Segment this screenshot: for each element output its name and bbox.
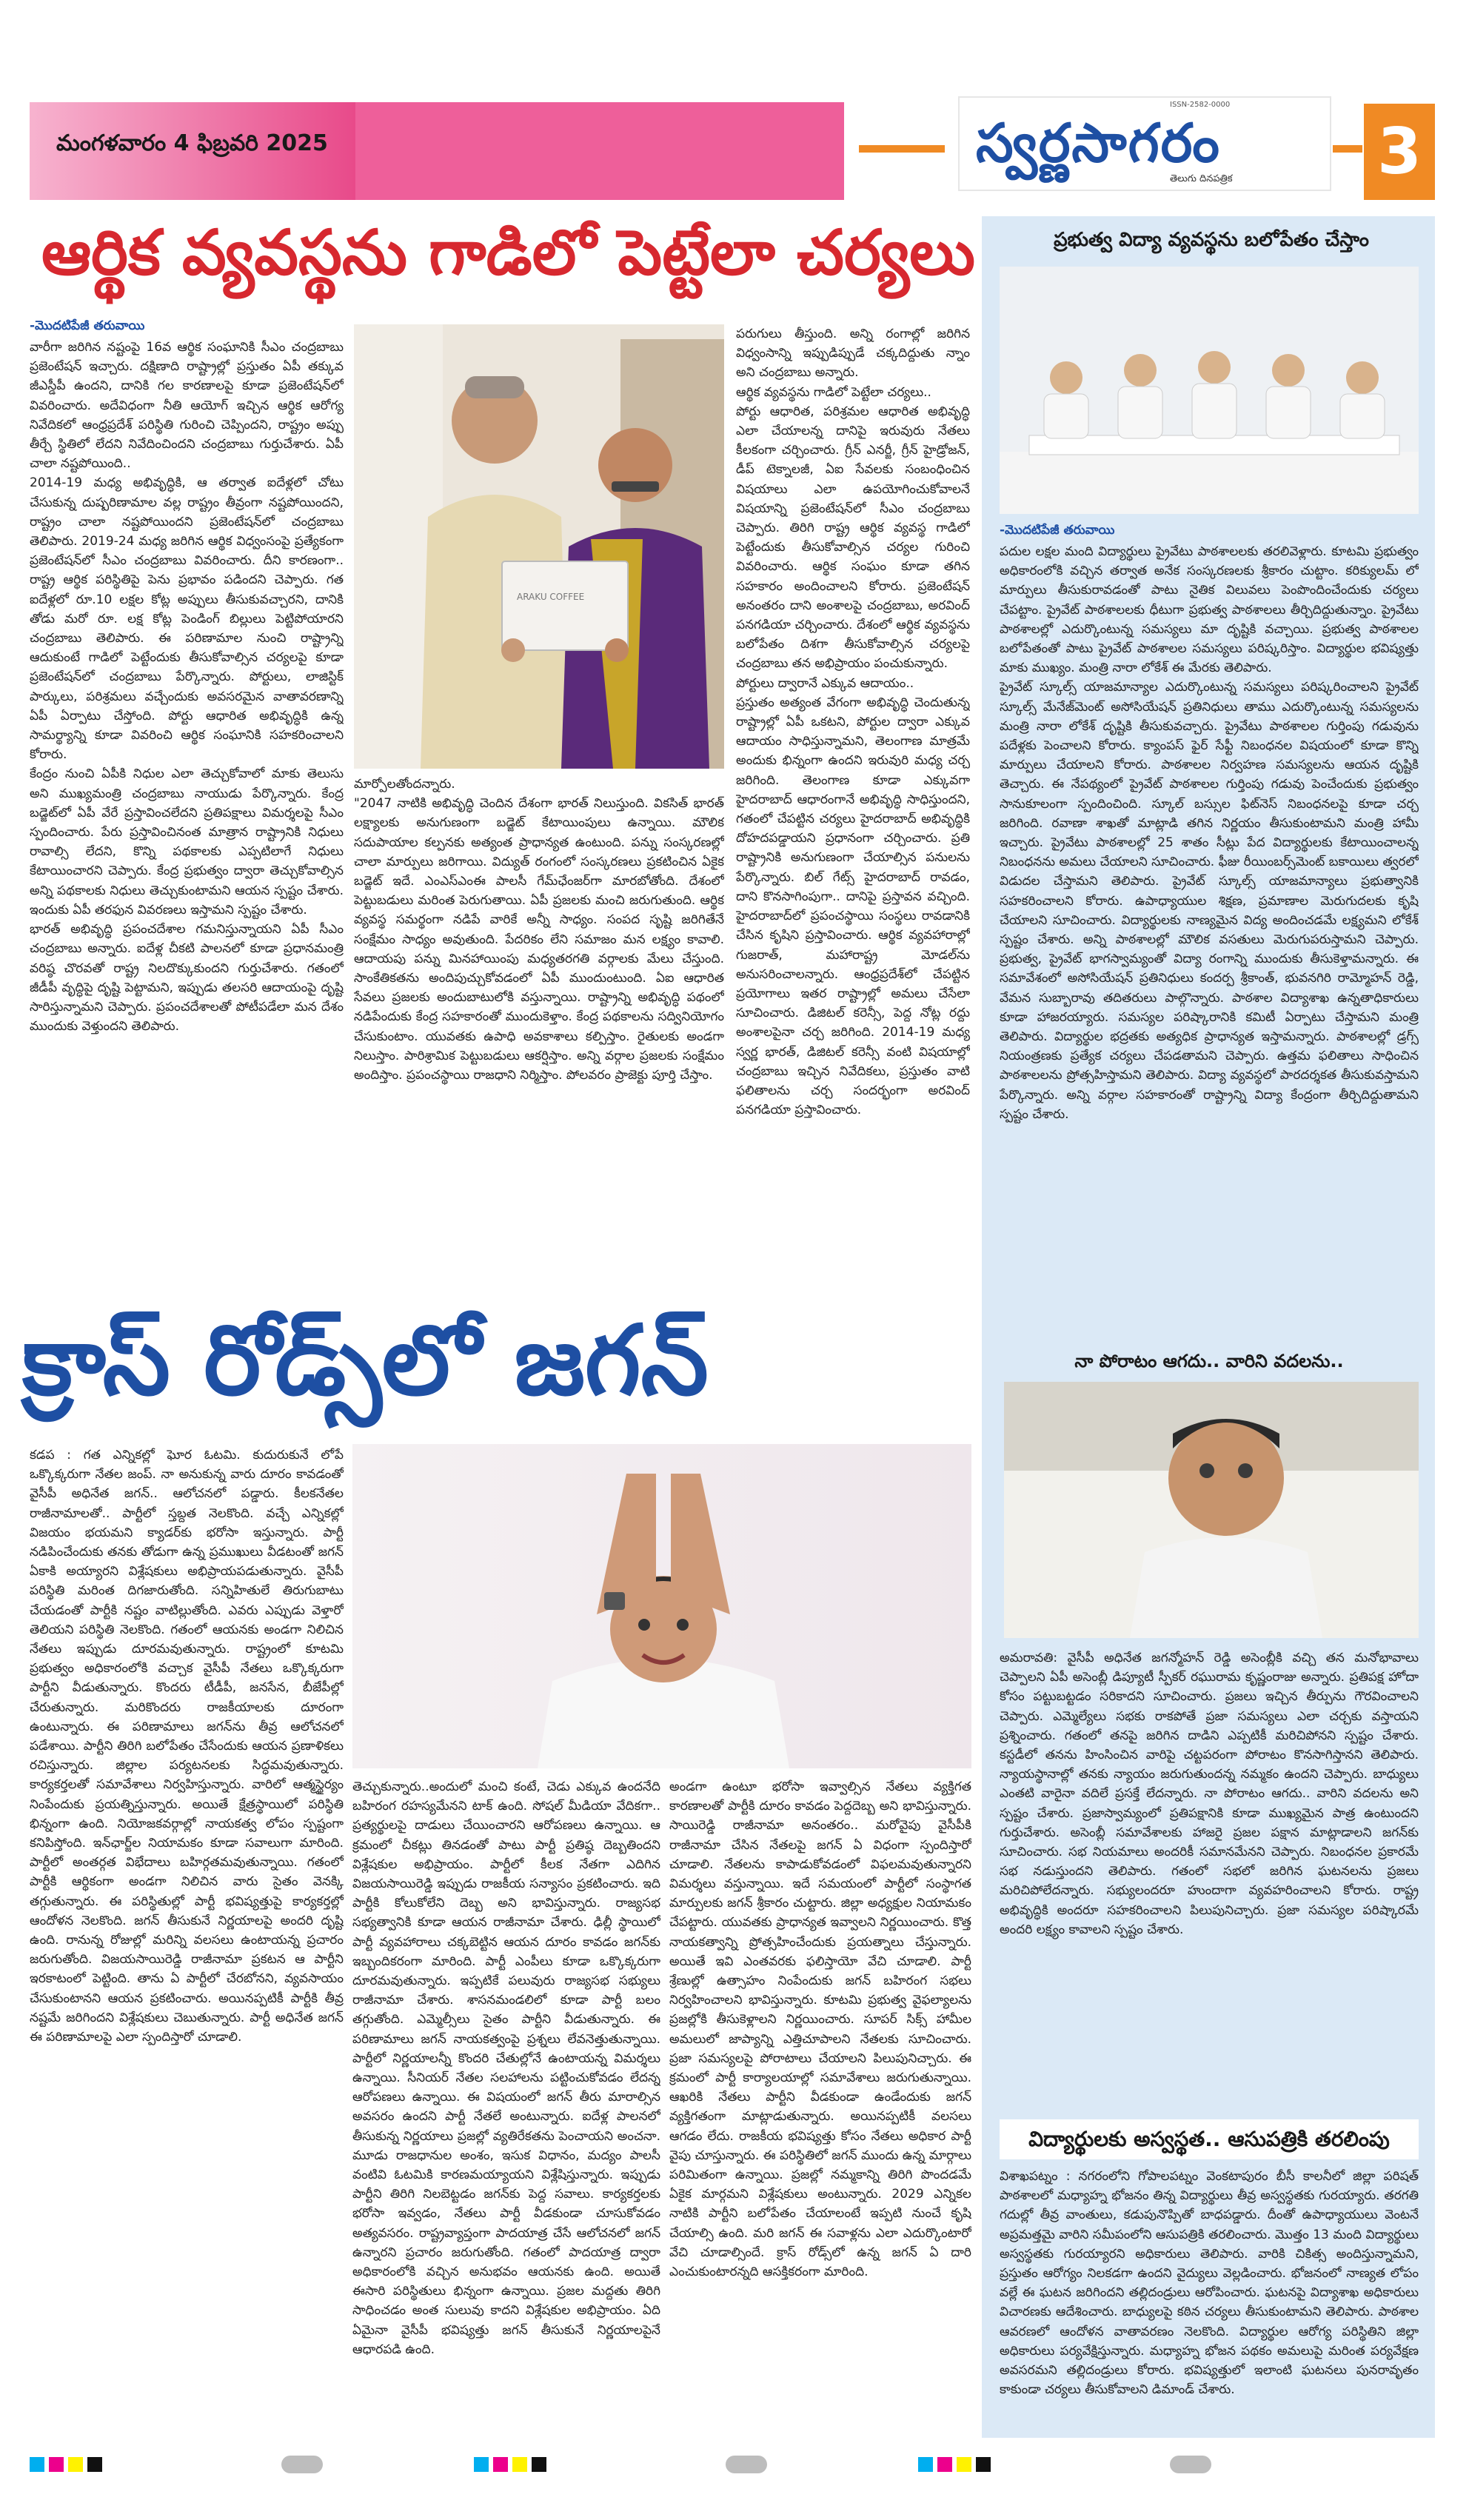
registration-oval-1 xyxy=(281,2456,323,2473)
masthead-small: ISSN-2582-0000 xyxy=(1170,101,1231,109)
header-date: మంగళవారం 4 ఫిబ్రవరి 2025 xyxy=(56,130,328,156)
story2-col2 xyxy=(352,1777,660,2401)
page-number: 3 xyxy=(1377,115,1422,189)
story1-col1-text: వారీగా జరిగిన నష్టంపై 16వ ఆర్థిక సంఘానికి సీఎం చంద్రబాబు ప్రజెంటేషన్ ఇచ్చారు. దక్షిణాది రాష్ట్రాల్లో ప్రస్తుతం ఏపీ తక్కువ జీఎస్డీపీ ఉందని, దానికి గల కారణాలపై కూడా ప్రజెంటేషన్‌లో వివరించారు. అదేవిధంగా నీతి ఆయోగ్ ఇచ్చిన ఆర్థిక ఆరోగ్య నివేదికలో ఆంధ్రప్రదేశ్ పరిస్థితి గురించి చెప్పిందని, రాష్ట్రం అప్పు తీర్చే స్థితిలో లేదని నివేదించిందని చంద్రబాబు గుర్తుచేశారు. ఏపీ చాలా నష్టపోయింది.. 2014-19 మధ్య అభివృద్ధికి, ఆ తర్వాత ఐదేళ్లలో చోటు చేసుకున్న దుష్పరిణామాల వల్ల రాష్ట్రం తీవ్రంగా నష్టపోయిందని, రాష్ట్రం చాలా నష్టపోయిందని ప్రజెంటేషన్‌లో చంద్రబాబు తెలిపారు. 2019-24 మధ్య జరిగిన ఆర్థిక విధ్వంసంపై ప్రత్యేకంగా ప్రజెంటేషన్‌లో సీఎం చంద్రబాబు వివరించారు. దీని కారణంగా.. రాష్ట్ర ఆర్థిక పరిస్థితిపై పెను ప్రభావం పడిందని చెప్పారు. గత ఐదేళ్లలో రూ.10 లక్షల కోట్ల అప్పులు తీసుకువచ్చారని, దానికి తోడు మరో రూ. లక్ష కోట్ల పెండింగ్ బిల్లులు పెట్టిపోయారని చంద్రబాబు తెలిపారు. ఈ పరిణామాల నుంచి రాష్ట్రాన్ని ఆదుకుంటే గాడిలో పెట్టేందుకు తీసుకోవాల్సిన చర్యలపై కూడా ప్రజెంటేషన్‌లో చంద్రబాబు పేర్కొన్నారు. పోర్టులు, లాజిస్టిక్ పార్కులు, పరిశ్రమలు వచ్చేందుకు అవసరమైన వాతావరణాన్ని ఏపీ ఏర్పాటు చేస్తోంది. పోర్టు ఆధారిత అభివృద్ధికి ఉన్న సామర్థ్యాన్ని కూడా వివరించి ఆర్థిక సంఘానికి సహకరించాలని కోరారు. కేంద్రం నుంచి ఏపీకి నిధుల ఎలా తెచ్చుకోవాలో మాకు తెలుసు అని ముఖ్యమంత్రి చంద్రబాబు నాయుడు పేర్కొన్నారు. కేంద్ర బడ్జెట్‌లో ఏపీ వేరే ప్రస్తావించలేదని ప్రతిపక్షాలు విమర్శలపై సీఎం స్పందించారు. పేరు ప్రస్తావించినంత మాత్రాన రాష్ట్రానికి నిధులు రావాల్సి లేదని, కొన్ని పథకాలకు ఎప్పటిలాగే నిధులు కేటాయించారని చెప్పారు. కేంద్ర ప్రభుత్వం ద్వారా తెచ్చుకోవాల్సిన అన్ని పథకాలకు నిధులు తెచ్చుకుంటామని ఆయన స్పష్టం చేశారు. ఇందుకు ఏపీ తరఫున వివరణలు ఇస్తామని స్పష్టం చేశారు. భారత్ అభివృద్ధి ప్రపంచదేశాల గమనిస్తున్నాయని ఏపీ సీఎం చంద్రబాబు అన్నారు. ఐదేళ్ల చీకటి పాలనలో కూడా ప్రధానమంత్రి వరిష్ఠ చొరవతో రాష్ట్ర నిలదొక్కుకుందని గుర్తుచేశారు. గతంలో జీడీపీ వృద్ధిపై దృష్టి పెట్టామని, ఇప్పుడు తలసరి ఆదాయంపై దృష్టి సారిస్తున్నామని చెప్పారు. ప్రపంచదేశాలతో పోటీపడేలా మన దేశం ముందుకు వెళ్తుందని తెలిపారు. xyxy=(30,340,344,1035)
story2-headline: క్రాస్ రోడ్స్‌లో జగన్ xyxy=(22,1304,709,1417)
registration-marks-left xyxy=(30,2457,102,2472)
side2-body xyxy=(1000,1648,1419,2115)
side1-byline: -మొదటిపేజీ తరువాయి xyxy=(1000,523,1115,538)
box-label: ARAKU COFFEE xyxy=(517,592,585,602)
side2-headline: నా పోరాటం ఆగదు.. వారిని వదలను.. xyxy=(1074,1351,1344,1371)
header-rule-right xyxy=(1333,145,1362,153)
side1-body xyxy=(1000,542,1419,1343)
page-number-box xyxy=(1364,104,1435,200)
story1-col2-text: మార్పోలతోందన్నారు. "2047 నాటికి అభివృద్ధి చెందిన దేశంగా భారత్ నిలుస్తుంది. వికసిత్ భారత్ లక్ష్యాలకు అనుగుణంగా బడ్జెట్ కేటాయింపులు ఉన్నాయి. మౌలిక సదుపాయాల కల్పనకు అత్యంత ప్రాధాన్యత ఉంటుంది. పన్ను సంస్కరణల్లో చాలా మార్పులు జరిగాయి. విద్యుత్ రంగంలో సంస్కరణలు ప్రకటించిన ఏకైక బడ్జెట్ ఇదే. ఎంఎస్ఎంఈ పాలసీ గేమ్‌ఛేంజర్‌గా మారబోతోంది. దేశంలో పెట్టుబడులు మరింత పెరుగుతాయి. ఏపీ ప్రజలకు మంచి జరుగుతుంది. ఆర్థిక వ్యవస్థ సమర్థంగా నడిపే వారికే అన్నీ సాధ్యం. సంపద సృష్టి జరిగితేనే సంక్షేమం సాధ్యం అవుతుంది. పేదరికం లేని సమాజం మన లక్ష్యం కావాలి. ఆదాయపు పన్ను మినహాయింపు మధ్యతరగతి వర్గాలకు మేలు చేస్తుంది. సాంకేతికతను అందిపుచ్చుకోవడంలో ఏపీ ముందుంటుంది. ఏఐ ఆధారిత సేవలు ప్రజలకు అందుబాటులోకి వస్తున్నాయి. రాష్ట్రాన్ని అభివృద్ధి పథంలో నడిపేందుకు కేంద్ర సహకారంతో ముందుకెళ్తాం. కేంద్ర పథకాలను సద్వినియోగం చేసుకుంటాం. యువతకు ఉపాధి అవకాశాలు కల్పిస్తాం. రైతులకు అండగా నిలుస్తాం. పారిశ్రామిక పెట్టుబడులు ఆకర్షిస్తాం. అన్ని వర్గాల ప్రజలకు సంక్షేమం అందిస్తాం. ప్రపంచస్థాయి రాజధాని నిర్మిస్తాం. పోలవరం ప్రాజెక్టు పూర్తి చేస్తాం. xyxy=(354,777,724,1083)
conference-illustration xyxy=(1000,267,1419,514)
politician-illustration xyxy=(352,1444,971,1768)
side2-body-text: అమరావతి: వైసీపీ అధినేత జగన్మోహన్ రెడ్డి అసెంబ్లీకి వచ్చి తన మనోభావాలు చెప్పాలని ఏపీ అసెంబ్లీ డిప్యూటీ స్పీకర్ రఘురామ కృష్ణంరాజు అన్నారు. ప్రతిపక్ష హోదా కోసం పట్టుబట్టడం సరికాదని సూచించారు. ప్రజలు ఇచ్చిన తీర్పును గౌరవించాలని చెప్పారు. ఎమ్మెల్యేలు సభకు రాకపోతే ప్రజా సమస్యలు ఎలా చర్చకు వస్తాయని ప్రశ్నించారు. గతంలో తనపై జరిగిన దాడిని ఎప్పటికీ మరిచిపోనని స్పష్టం చేశారు. కస్టడీలో తనను హింసించిన వారిపై చట్టపరంగా పోరాటం కొనసాగిస్తానని తెలిపారు. న్యాయస్థానాల్లో తనకు న్యాయం జరుగుతుందన్న నమ్మకం ఉందని చెప్పారు. బాధ్యులు ఎంతటి వారైనా వదిలే ప్రసక్తే లేదన్నారు. నా పోరాటం ఆగదు.. వారిని వదలను అని స్పష్టం చేశారు. ప్రజాస్వామ్యంలో ప్రతిపక్షానికి కూడా ముఖ్యమైన పాత్ర ఉంటుందని గుర్తుచేశారు. అసెంబ్లీ సమావేశాలకు హాజరై ప్రజల పక్షాన మాట్లాడాలని జగన్‌కు సూచించారు. సభ నియమాలు అందరికీ సమానమేనని చెప్పారు. నిబంధనల ప్రకారమే సభ నడుస్తుందని తెలిపారు. గతంలో సభలో జరిగిన ఘటనలను ప్రజలు మరిచిపోలేదన్నారు. సభ్యులందరూ హుందాగా వ్యవహరించాలని కోరారు. రాష్ట్ర అభివృద్ధికి అందరూ సహకరించాలని పిలుపునిచ్చారు. ప్రజా సమస్యల పరిష్కారమే అందరి లక్ష్యం కావాలని స్పష్టం చేశారు. xyxy=(1000,1651,1419,1937)
side3-body xyxy=(1000,2167,1419,2438)
meeting-illustration xyxy=(354,324,724,769)
registration-marks-right xyxy=(918,2457,991,2472)
story1-col3 xyxy=(736,324,970,1320)
registration-marks-center xyxy=(474,2457,546,2472)
story1-col2 xyxy=(354,775,724,1320)
side1-body-text: పదుల లక్షల మంది విద్యార్థులు ప్రైవేటు పాఠశాలలకు తరలివెళ్లారు. కూటమి ప్రభుత్వం అధికారంలోకి వచ్చిన తర్వాత అనేక సంస్కరణలకు శ్రీకారం చుట్టాం. కరిక్యులమ్ లో మార్పులు తీసుకురావడంతో పాటు నైతిక విలువలు పెంపొందించేందుకు చర్యలు చేపట్టాం. ప్రైవేట్ పాఠశాలలకు ధీటుగా ప్రభుత్వ పాఠశాలలు తీర్చిదిద్దుతున్నాం. ప్రైవేటు పాఠశాలల్లో ఎదుర్కొంటున్న సమస్యలు మా దృష్టికి వచ్చాయి. ప్రభుత్వ పాఠశాలల బలోపేతంతో పాటు ప్రైవేట్ పాఠశాలల సమస్యలు పరిష్కరిస్తాం. విద్యార్థుల భవిష్యత్తు మాకు ముఖ్యం. మంత్రి నారా లోకేశ్ ఈ మేరకు తెలిపారు. ప్రైవేట్ స్కూల్స్ యాజమాన్యాల ఎదుర్కొంటున్న సమస్యలు పరిష్కరించాలని ప్రైవేట్ స్కూల్స్ మేనేజ్‌మెంట్ అసోసియేషన్ ప్రతినిధులు తాము ఎదుర్కొంటున్న సమస్యలను మంత్రి నారా లోకేశ్ దృష్టికి తీసుకువచ్చారు. ప్రైవేటు పాఠశాలల గుర్తింపు గడువును పదేళ్లకు పెంచాలని కోరారు. క్యాంపస్ ఫైర్ సేఫ్టీ నిబంధనల విషయంలో కూడా కొన్ని మార్పులు చేయాలని కోరారు. పాఠశాలల నిర్వహణ సమస్యలను ఆయన దృష్టికి తెచ్చారు. ఈ నేపథ్యంలో ప్రైవేట్ పాఠశాలల గుర్తింపు గడువు పెంచేందుకు ప్రభుత్వం సానుకూలంగా స్పందించింది. స్కూల్ బస్సుల ఫిట్‌నెస్ నిబంధనలపై కూడా చర్చ జరిగింది. రవాణా శాఖతో మాట్లాడి తగిన నిర్ణయం తీసుకుంటామని మంత్రి హామీ ఇచ్చారు. ప్రైవేటు పాఠశాలల్లో 25 శాతం సీట్లు పేద విద్యార్థులకు కేటాయించాలన్న నిబంధనను అమలు చేయాలని సూచించారు. ఫీజు రీయింబర్స్‌మెంట్ బకాయిలు త్వరలో విడుదల చేస్తామని తెలిపారు. ప్రైవేట్ స్కూల్స్ యాజమాన్యాలు ప్రభుత్వానికి సహకరించాలని కోరారు. ఉపాధ్యాయుల శిక్షణ, ప్రమాణాల మెరుగుదలకు కృషి చేయాలని సూచించారు. విద్యార్థులకు నాణ్యమైన విద్య అందించడమే లక్ష్యమని లోకేశ్ స్పష్టం చేశారు. అన్ని పాఠశాలల్లో మౌలిక వసతులు మెరుగుపరుస్తామని చెప్పారు. ప్రభుత్వ, ప్రైవేట్ భాగస్వామ్యంతో విద్యా రంగాన్ని ముందుకు తీసుకెళ్తామన్నారు. ఈ సమావేశంలో అసోసియేషన్ ప్రతినిధులు కందర్ప శ్రీకాంత్, భువనగిరి రామ్మోహన్ రెడ్డి, వేమన సుబ్బారావు తదితరులు పాల్గొన్నారు. పాఠశాల విద్యాశాఖ ఉన్నతాధికారులు కూడా హాజరయ్యారు. సమస్యల పరిష్కారానికి కమిటీ ఏర్పాటు చేస్తామని మంత్రి తెలిపారు. విద్యార్థుల భద్రతకు అత్యధిక ప్రాధాన్యత ఇస్తామన్నారు. పాఠశాలల్లో డ్రగ్స్ నియంత్రణకు ప్రత్యేక చర్యలు చేపడతామని చెప్పారు. ఉత్తమ ఫలితాలు సాధించిన పాఠశాలలను ప్రోత్సహిస్తామని తెలిపారు. విద్యా వ్యవస్థలో పారదర్శకత తీసుకువస్తామని పేర్కొన్నారు. అన్ని వర్గాల సహకారంతో రాష్ట్రాన్ని విద్యా కేంద్రంగా తీర్చిదిద్దుతామని స్పష్టం చేశారు. xyxy=(1000,544,1419,1122)
portrait-illustration xyxy=(1004,1382,1419,1638)
story2-col3 xyxy=(669,1777,971,2401)
registration-oval-2 xyxy=(726,2456,767,2473)
story1-headline: ఆర్థిక వ్యవస్థను గాడిలో పెట్టేలా చర్యలు xyxy=(41,216,975,289)
side2-photo-portrait xyxy=(1004,1382,1419,1638)
masthead-logo: స్వర్ణసాగరం xyxy=(976,111,1221,174)
story1-col3-text: పరుగులు తీస్తుంది. అన్ని రంగాల్లో జరిగిన విధ్వంసాన్ని ఇప్పుడిప్పుడే చక్కదిద్దుతు న్నాం అని చంద్రబాబు అన్నారు. ఆర్థిక వ్యవస్థను గాడిలో పెట్టేలా చర్యలు.. పోర్టు ఆధారిత, పరిశ్రమల ఆధారిత అభివృద్ధి ఎలా చేయాలన్న దానిపై ఇరువురు నేతలు కీలకంగా చర్చించారు. గ్రీన్ ఎనర్జీ, గ్రీన్ హైడ్రోజన్, డీప్ టెక్నాలజీ, ఏఐ సేవలకు సంబంధించిన విషయాలు ఎలా ఉపయోగించుకోవాలనే విషయాన్ని ప్రజెంటేషన్‌లో సీఎం చంద్రబాబు చెప్పారు. తిరిగి రాష్ట్ర ఆర్థిక వ్యవస్థ గాడిలో పెట్టేందుకు తీసుకోవాల్సిన చర్యల గురించి వివరించారు. ఆర్థిక సంఘం కూడా తగిన సహకారం అందించాలని కోరారు. ప్రజెంటేషన్ అనంతరం దాని అంశాలపై చంద్రబాబు, అరవింద్ పనగడియా చర్చించారు. దేశంలో ఆర్థిక వ్యవస్థను బలోపేతం దిశగా తీసుకోవాల్సిన చర్యలపై చంద్రబాబు తన అభిప్రాయం పంచుకున్నారు. పోర్టులు ద్వారానే ఎక్కువ ఆదాయం.. ప్రస్తుతం అత్యంత వేగంగా అభివృద్ధి చెందుతున్న రాష్ట్రాల్లో ఏపీ ఒకటని, పోర్టుల ద్వారా ఎక్కువ ఆదాయం సాధిస్తున్నామని, తెలంగాణ మాత్రమే అందుకు భిన్నంగా ఉందని ఇరువురి మధ్య చర్చ జరిగింది. తెలంగాణ కూడా ఎక్కువగా హైదరాబాద్ ఆధారంగానే అభివృద్ధి సాధిస్తుందని, గతంలో చేపట్టిన చర్యలు హైదరాబాద్ అభివృద్ధికి దోహదపడ్డాయని ప్రధానంగా చర్చించారు. ప్రతి రాష్ట్రానికి అనుగుణంగా చేయాల్సిన పనులను పేర్కొన్నారు. బిల్ గేట్స్ హైదరాబాద్ రావడం, దాని కొనసాగింపుగా.. దానిపై ప్రస్తావన వచ్చింది. హైదరాబాద్‌లో ప్రపంచస్థాయి సంస్థలు రావడానికి చేసిన కృషిని ప్రస్తావించారు. ఆర్థిక వ్యవహారాల్లో గుజరాత్, మహారాష్ట్ర మోడల్‌ను అనుసరించాలన్నారు. ఆంధ్రప్రదేశ్‌లో చేపట్టిన ప్రయోగాలు ఇతర రాష్ట్రాల్లో అమలు చేసేలా సూచించారు. డిజిటల్ కరెన్సీ, పెద్ద నోట్ల రద్దు అంశాలపైనా చర్చ జరిగింది. 2014-19 మధ్య స్వర్ణ భారత్, డిజిటల్ కరెన్సీ వంటి విషయాల్లో చంద్రబాబు ఇచ్చిన నివేదికలు, ప్రస్తుతం వాటి ఫలితాలను చర్చ సందర్భంగా అరవింద్ పనగడియా ప్రస్తావించారు. xyxy=(736,327,970,1118)
masthead-tagline: తెలుగు దినపత్రిక xyxy=(1170,173,1233,184)
side3-headline: విద్యార్థులకు అస్వస్థత.. ఆసుపత్రికి తరలింపు xyxy=(1028,2127,1390,2151)
side1-headline: ప్రభుత్వ విద్యా వ్యవస్థను బలోపేతం చేస్తాం xyxy=(1054,229,1369,251)
story1-col1 xyxy=(30,338,344,1320)
story1-byline: -మొదటిపేజీ తరువాయి xyxy=(30,318,145,333)
side1-photo-meeting xyxy=(1000,267,1419,514)
side3-body-text: విశాఖపట్నం : నగరంలోని గోపాలపట్నం వెంకటాపురం బీసీ కాలనీలో జిల్లా పరిషత్ పాఠశాలలో మధ్యాహ్న భోజనం తిన్న విద్యార్థులు తీవ్ర అస్వస్థతకు గురయ్యారు. తరగతి గదుల్లో తీవ్ర వాంతులు, కడుపునొప్పితో బాధపడ్డారు. దీంతో ఉపాధ్యాయులు వెంటనే అప్రమత్తమై వారిని సమీపంలోని ఆసుపత్రికి తరలించారు. మొత్తం 13 మంది విద్యార్థులు అస్వస్థతకు గురయ్యారని అధికారులు తెలిపారు. వారికి చికిత్స అందిస్తున్నామని, ప్రస్తుతం ఆరోగ్యం నిలకడగా ఉందని వైద్యులు వెల్లడించారు. భోజనంలో నాణ్యత లోపం వల్లే ఈ ఘటన జరిగిందని తల్లిదండ్రులు ఆరోపించారు. ఘటనపై విద్యాశాఖ అధికారులు విచారణకు ఆదేశించారు. బాధ్యులపై కఠిన చర్యలు తీసుకుంటామని తెలిపారు. పాఠశాల ఆవరణలో ఆందోళన వాతావరణం నెలకొంది. విద్యార్థుల ఆరోగ్య పరిస్థితిని జిల్లా అధికారులు పర్యవేక్షిస్తున్నారు. మధ్యాహ్న భోజన పథకం అమలుపై మరింత పర్యవేక్షణ అవసరమని తల్లిదండ్రులు కోరారు. భవిష్యత్తులో ఇలాంటి ఘటనలు పునరావృతం కాకుండా చర్యలు తీసుకోవాలని డిమాండ్ చేశారు. xyxy=(1000,2169,1419,2398)
header-rule-left xyxy=(859,145,945,153)
story2-col3-text: అండగా ఉంటూ భరోసా ఇవ్వాల్సిన నేతలు వ్యక్తిగత కారణాలతో పార్టీకి దూరం కావడం పెద్దదెబ్బ అని భావిస్తున్నారు. సాయిరెడ్డి రాజీనామా అనంతరం.. మరోవైపు వైసీపీకి రాజీనామా చేసిన నేతలపై జగన్ ఏ విధంగా స్పందిస్తారో చూడాలి. నేతలను కాపాడుకోవడంలో విఫలమవుతున్నారని విమర్శలు వస్తున్నాయి. ఇదే సమయంలో పార్టీలో సంస్థాగత మార్పులకు జగన్ శ్రీకారం చుట్టారు. జిల్లా అధ్యక్షుల నియామకం చేపట్టారు. యువతకు ప్రాధాన్యత ఇవ్వాలని నిర్ణయించారు. కొత్త నాయకత్వాన్ని ప్రోత్సహించేందుకు ప్రయత్నాలు చేస్తున్నారు. అయితే ఇవి ఎంతవరకు ఫలిస్తాయో వేచి చూడాలి. పార్టీ శ్రేణుల్లో ఉత్సాహం నింపేందుకు జగన్ బహిరంగ సభలు నిర్వహించాలని భావిస్తున్నారు. కూటమి ప్రభుత్వ వైఫల్యాలను ప్రజల్లోకి తీసుకెళ్లాలని నిర్ణయించారు. సూపర్ సిక్స్ హామీల అమలులో జాప్యాన్ని ఎత్తిచూపాలని నేతలకు సూచించారు. ప్రజా సమస్యలపై పోరాటాలు చేయాలని పిలుపునిచ్చారు. ఈ క్రమంలో పార్టీ కార్యాలయాల్లో సమావేశాలు జరుగుతున్నాయి. ఆఖరికి నేతలు పార్టీని వీడకుండా ఉండేందుకు జగన్ వ్యక్తిగతంగా మాట్లాడుతున్నారు. అయినప్పటికీ వలసలు ఆగడం లేదు. రాజకీయ భవిష్యత్తు కోసం నేతలు అధికార పార్టీ వైపు చూస్తున్నారు. ఈ పరిస్థితిలో జగన్ ముందు ఉన్న మార్గాలు పరిమితంగా ఉన్నాయి. ప్రజల్లో నమ్మకాన్ని తిరిగి పొందడమే ఏకైక మార్గమని విశ్లేషకులు అంటున్నారు. 2029 ఎన్నికల నాటికి పార్టీని బలోపేతం చేయాలంటే ఇప్పటి నుంచే కృషి చేయాల్సి ఉంది. మరి జగన్ ఈ సవాళ్లను ఎలా ఎదుర్కొంటారో వేచి చూడాల్సిందే. క్రాస్ రోడ్స్‌లో ఉన్న జగన్ ఏ దారి ఎంచుకుంటారన్నది ఆసక్తికరంగా మారింది. xyxy=(669,1779,971,2280)
header-pink-band-right xyxy=(355,102,844,200)
story1-photo-meeting xyxy=(354,324,724,769)
story2-photo-jagan xyxy=(352,1444,971,1768)
story2-col2-text: తెచ్చుకున్నారు..అందులో మంచి కంటే, చెడు ఎక్కువ ఉందనేది బహిరంగ రహస్యమేనని టాక్ ఉంది. సోషల్ మీడియా వేదికగా.. ప్రత్యర్థులపై దాడులు చేయించారని ఆరోపణలు ఉన్నాయి. ఆ క్రమంలో చీకట్లు తినడంతో పాటు పార్టీ ప్రతిష్ఠ దెబ్బతిందని విశ్లేషకుల అభిప్రాయం. పార్టీలో కీలక నేతగా ఎదిగిన విజయసాయిరెడ్డి ఇప్పుడు రాజకీయ సన్యాసం ప్రకటించారు. ఇది పార్టీకి కోలుకోలేని దెబ్బ అని భావిస్తున్నారు. రాజ్యసభ సభ్యత్వానికి కూడా ఆయన రాజీనామా చేశారు. ఢిల్లీ స్థాయిలో పార్టీ వ్యవహారాలు చక్కబెట్టిన ఆయన దూరం కావడం జగన్‌కు ఇబ్బందికరంగా మారింది. పార్టీ ఎంపీలు కూడా ఒక్కొక్కరుగా దూరమవుతున్నారు. ఇప్పటికే పలువురు రాజ్యసభ సభ్యులు రాజీనామా చేశారు. శాసనమండలిలో కూడా పార్టీ బలం తగ్గుతోంది. ఎమ్మెల్సీలు సైతం పార్టీని వీడుతున్నారు. ఈ పరిణామాలు జగన్ నాయకత్వంపై ప్రశ్నలు లేవనెత్తుతున్నాయి. పార్టీలో నిర్ణయాలన్నీ కొందరి చేతుల్లోనే ఉంటాయన్న విమర్శలు ఉన్నాయి. సీనియర్ నేతల సలహాలను పట్టించుకోవడం లేదన్న ఆరోపణలు ఉన్నాయి. ఈ విషయంలో జగన్ తీరు మారాల్సిన అవసరం ఉందని పార్టీ నేతలే అంటున్నారు. ఐదేళ్ల పాలనలో తీసుకున్న నిర్ణయాలు ప్రజల్లో వ్యతిరేకతను పెంచాయని అంచనా. మూడు రాజధానుల అంశం, ఇసుక విధానం, మద్యం పాలసీ వంటివి ఓటమికి కారణమయ్యాయని విశ్లేషిస్తున్నారు. ఇప్పుడు పార్టీని తిరిగి నిలబెట్టడం జగన్‌కు పెద్ద సవాలు. కార్యకర్తలకు భరోసా ఇవ్వడం, నేతలు పార్టీ వీడకుండా చూసుకోవడం అత్యవసరం. రాష్ట్రవ్యాప్తంగా పాదయాత్ర చేసే ఆలోచనలో జగన్ ఉన్నారని ప్రచారం జరుగుతోంది. గతంలో పాదయాత్ర ద్వారా అధికారంలోకి వచ్చిన అనుభవం ఆయనకు ఉంది. అయితే ఈసారి పరిస్థితులు భిన్నంగా ఉన్నాయి. ప్రజల మద్దతు తిరిగి సాధించడం అంత సులువు కాదని విశ్లేషకుల అభిప్రాయం. ఏది ఏమైనా వైసీపీ భవిష్యత్తు జగన్ తీసుకునే నిర్ణయాలపైనే ఆధారపడి ఉంది. xyxy=(352,1779,660,2357)
registration-oval-3 xyxy=(1170,2456,1211,2473)
story2-col1-text: కడప : గత ఎన్నికల్లో ఘోర ఓటమి. కుదురుకునే లోపే ఒక్కొక్కరుగా నేతల జంప్. నా అనుకున్న వారు దూరం కావడంతో వైసీపీ అధినేత జగన్.. ఆలోచనలో పడ్డారు. కీలకనేతల రాజీనామాలతో.. పార్టీలో స్తబ్దత నెలకొంది. వచ్చే ఎన్నికల్లో విజయం భయమని క్యాడర్‌కు భరోసా ఇస్తున్నారు. పార్టీ నడిపించేందుకు తనకు తోడుగా ఉన్న ప్రముఖులు వీడటంతో జగన్ ఏకాకి అయ్యారని విశ్లేషకులు అభిప్రాయపడుతున్నారు. వైసీపీ పరిస్థితి మరింత దిగజారుతోంది. సన్నిహితులే తిరుగుబాటు చేయడంతో పార్టీకి నష్టం వాటిల్లుతోంది. ఎవరు ఎప్పుడు వెళ్తారో తెలియని పరిస్థితి నెలకొంది. గతంలో ఆయనకు అండగా నిలిచిన నేతలు ఇప్పుడు దూరమవుతున్నారు. రాష్ట్రంలో కూటమి ప్రభుత్వం అధికారంలోకి వచ్చాక వైసీపీ నేతలు ఒక్కొక్కరుగా పార్టీని వీడుతున్నారు. కొందరు టీడీపీ, జనసేన, బీజేపీల్లో చేరుతున్నారు. మరికొందరు రాజకీయాలకు దూరంగా ఉంటున్నారు. ఈ పరిణామాలు జగన్‌ను తీవ్ర ఆలోచనలో పడేశాయి. పార్టీని తిరిగి బలోపేతం చేసేందుకు ఆయన ప్రణాళికలు రచిస్తున్నారు. జిల్లాల పర్యటనలకు సిద్ధమవుతున్నారు. కార్యకర్తలతో సమావేశాలు నిర్వహిస్తున్నారు. వారిలో ఆత్మస్థైర్యం నింపేందుకు ప్రయత్నిస్తున్నారు. అయితే క్షేత్రస్థాయిలో పరిస్థితి భిన్నంగా ఉంది. నియోజకవర్గాల్లో నాయకత్వ లోపం స్పష్టంగా కనిపిస్తోంది. ఇన్‌ఛార్జ్‌ల నియామకం కూడా సవాలుగా మారింది. పార్టీలో అంతర్గత విభేదాలు బహిర్గతమవుతున్నాయి. గతంలో పార్టీకి ఆర్థికంగా అండగా నిలిచిన వారు సైతం వెనక్కి తగ్గుతున్నారు. ఈ పరిస్థితుల్లో పార్టీ భవిష్యత్తుపై కార్యకర్తల్లో ఆందోళన నెలకొంది. జగన్ తీసుకునే నిర్ణయాలపై అందరి దృష్టి ఉంది. రానున్న రోజుల్లో మరిన్ని వలసలు ఉంటాయన్న ప్రచారం జరుగుతోంది. విజయసాయిరెడ్డి రాజీనామా ప్రకటన ఆ పార్టీని ఇరకాటంలో పెట్టింది. తాను ఏ పార్టీలో చేరబోనని, వ్యవసాయం చేసుకుంటానని ఆయన ప్రకటించారు. అయినప్పటికీ పార్టీకి తీవ్ర నష్టమే జరిగిందని విశ్లేషకులు చెబుతున్నారు. పార్టీ అధినేత జగన్ ఈ పరిణామాలపై ఎలా స్పందిస్తారో చూడాలి. xyxy=(30,1448,344,2045)
story2-col1 xyxy=(30,1446,344,2401)
